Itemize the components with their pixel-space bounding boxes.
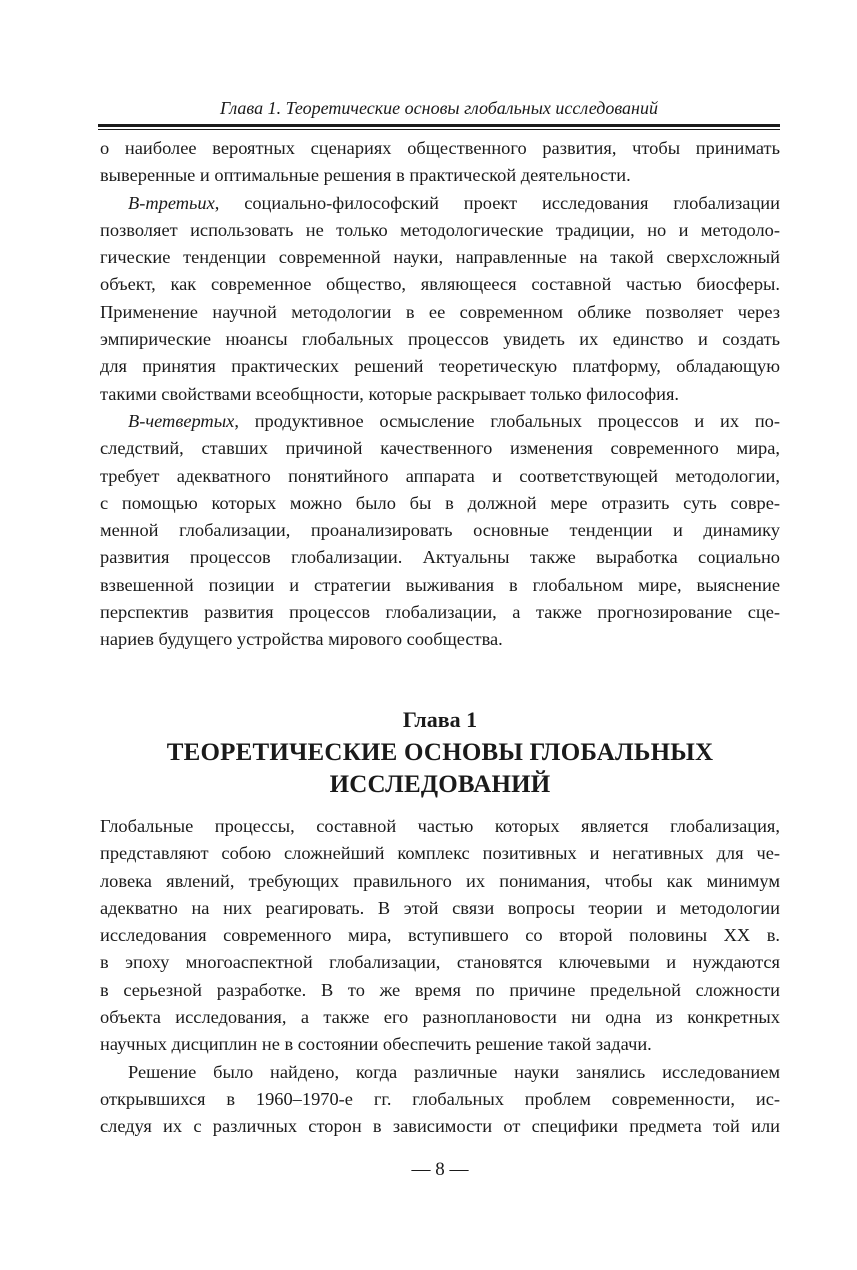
text-line (100, 840, 780, 867)
line-text: в эпоху многоаспектной глобализации, становятся ключевыми и нуждаются (100, 952, 780, 973)
line-text: для принятия практических решений теоретическую платформу, обладающую (100, 356, 780, 377)
text-line (100, 244, 780, 271)
text-line (100, 1086, 780, 1113)
text-block-intro (100, 135, 780, 654)
text-line (100, 868, 780, 895)
text-line (100, 813, 780, 840)
text-line (100, 1004, 780, 1031)
header-rule-thin (98, 129, 780, 130)
text-line (100, 895, 780, 922)
chapter-title (100, 737, 780, 801)
line-text: следствий, ставших причиной качественного изменения современного мира, (100, 438, 780, 459)
line-text: научных дисциплин не в состоянии обеспечить решение такой задачи. (100, 1034, 652, 1055)
text-line (100, 949, 780, 976)
text-line (100, 626, 780, 653)
line-text: Глобальные процессы, составной частью которых является глобализация, (100, 816, 780, 836)
line-text: , продуктивное осмысление глобальных процессов и их по- (234, 410, 780, 431)
line-text: открывшихся в 1960–1970-е гг. глобальных проблем современности, ис- (100, 1088, 780, 1109)
text-line (100, 326, 780, 353)
text-line (100, 381, 780, 408)
text-line (100, 162, 780, 189)
line-text: такими свойствами всеобщности, которые раскрывает только философия. (100, 383, 680, 404)
text-line (100, 435, 780, 462)
text-line (100, 353, 780, 380)
line-text: требует адекватного понятийного аппарата и соответствующей методологии, (100, 465, 780, 486)
text-line (100, 135, 780, 162)
text-line (100, 572, 780, 599)
line-text: объект, как современное общество, являющееся составной частью биосферы. (100, 274, 780, 295)
text-line (100, 1031, 780, 1058)
line-text: в серьезной разработке. В то же время по причине предельной сложности (100, 979, 780, 1000)
line-text: адекватно на них реагировать. В этой связи вопросы теории и методологии (100, 897, 780, 918)
text-line (100, 217, 780, 244)
emphasis-text: В-третьих (128, 192, 215, 213)
text-line (100, 599, 780, 626)
header-rule-thick (98, 124, 780, 127)
line-text: Решение было найдено, когда различные науки занялись исследованием (128, 1061, 780, 1082)
line-text: Применение научной методологии в ее современном облике позволяет через (100, 301, 780, 322)
chapter-label: Глава 1 (402, 707, 478, 732)
line-text: развития процессов глобализации. Актуальны также выработка социально (100, 547, 780, 568)
text-block-chapter (100, 813, 780, 1141)
line-text: о наиболее вероятных сценариях общественного развития, чтобы принимать (100, 138, 780, 158)
line-text: представляют собою сложнейший комплекс позитивных и негативных для че- (100, 843, 780, 864)
text-line (100, 190, 780, 217)
text-line (100, 299, 780, 326)
line-text: объекта исследования, а также его разноплановости ни одна из конкретных (100, 1007, 780, 1028)
chapter-title-line-1: ТЕОРЕТИЧЕСКИЕ ОСНОВЫ ГЛОБАЛЬНЫХ (166, 739, 714, 766)
text-line (100, 463, 780, 490)
text-line (100, 271, 780, 298)
running-head: Глава 1. Теоретические основы глобальных исследований (220, 98, 658, 118)
line-text: менной глобализации, проанализировать основные тенденции и динамику (100, 520, 780, 541)
text-line (100, 1059, 780, 1086)
text-line (100, 977, 780, 1004)
line-text: нариев будущего устройства мирового сообщества. (100, 629, 503, 650)
line-text: позволяет использовать не только методологические традиции, но и методоло- (100, 219, 780, 240)
line-text: с помощью которых можно было бы в должной мере отразить суть совре- (100, 492, 780, 513)
line-text: исследования современного мира, вступившего со второй половины XX в. (100, 925, 780, 946)
chapter-title-line-2: ИССЛЕДОВАНИЙ (329, 771, 551, 798)
line-text: гические тенденции современной науки, направленные на такой сверхсложный (100, 247, 780, 268)
text-line (100, 517, 780, 544)
line-text: эмпирические нюансы глобальных процессов увидеть их единство и создать (100, 329, 780, 350)
page-number: — 8 — (411, 1159, 469, 1180)
line-text: ловека явлений, требующих правильного их понимания, чтобы как минимум (100, 870, 780, 891)
text-line (100, 1113, 780, 1140)
line-text: выверенные и оптимальные решения в практической деятельности. (100, 165, 631, 186)
line-text: следуя их с различных сторон в зависимости от специфики предмета той или (100, 1116, 780, 1137)
text-line (100, 408, 780, 435)
emphasis-text: В-четвертых (128, 410, 235, 431)
line-text: перспектив развития процессов глобализации, а также прогнозирование сце- (100, 602, 780, 623)
line-text: , социально-философский проект исследования глобализации (214, 192, 780, 213)
text-line (100, 490, 780, 517)
line-text: взвешенной позиции и стратегии выживания в глобальном мире, выяснение (100, 574, 780, 595)
text-line (100, 544, 780, 571)
text-line (100, 922, 780, 949)
